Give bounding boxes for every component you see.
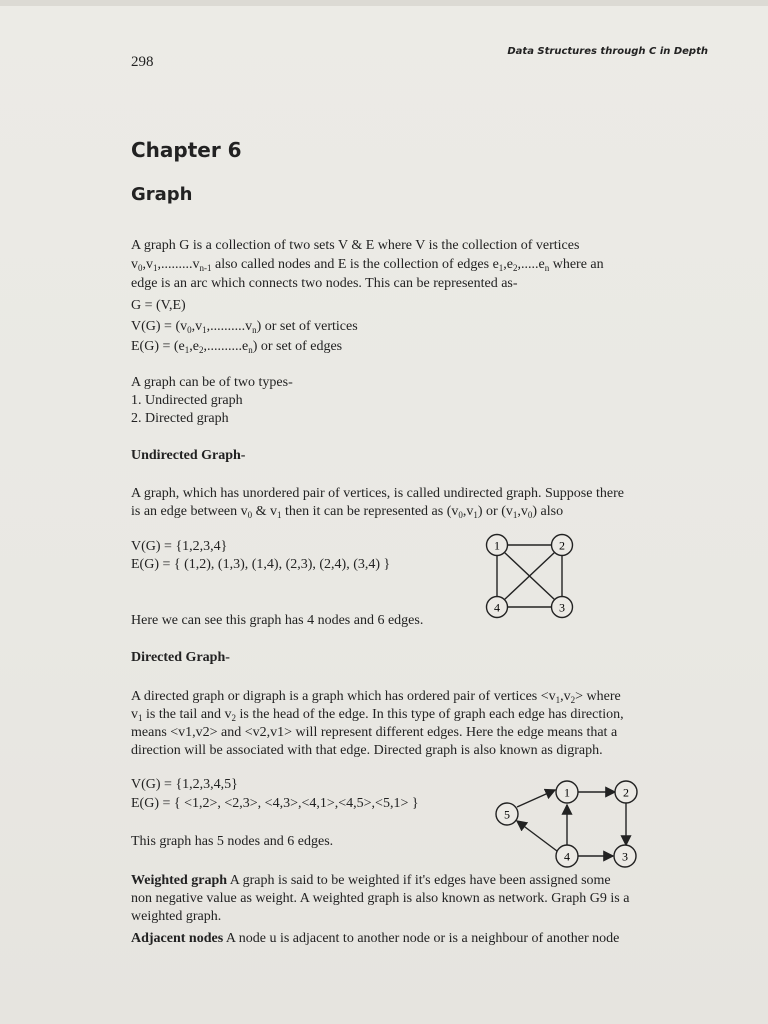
intro-line-1: A graph G is a collection of two sets V & E where V is the collection of vertices xyxy=(131,238,580,253)
edge-5-1 xyxy=(517,790,555,807)
node-4 xyxy=(487,597,508,618)
node-label-1: 1 xyxy=(494,538,500,553)
directed-p4: direction will be associated with that edge. Directed graph is also known as digraph. xyxy=(131,743,603,758)
weighted-line-1: Weighted graph A graph is said to be weighted if it's edges have been assigned some xyxy=(131,873,611,888)
edge-4-5 xyxy=(517,821,557,851)
node-3 xyxy=(614,845,636,867)
page-top-edge xyxy=(0,0,768,6)
node-2 xyxy=(552,535,573,556)
directed-p3: means <v1,v2> and <v2,v1> will represent different edges. Here the edge means that a xyxy=(131,725,618,740)
undirected-vertex-set: V(G) = {1,2,3,4} xyxy=(131,539,228,554)
node-5 xyxy=(496,803,518,825)
intro-line-4: G = (V,E) xyxy=(131,298,186,313)
node-label-3: 3 xyxy=(622,849,628,864)
chapter-heading: Chapter 6 xyxy=(131,138,242,162)
intro-line-5: $V(G) = (v_0,v_1,..........v_n)$ or set of vertices xyxy=(131,319,358,335)
section-title: Graph xyxy=(131,184,193,205)
undirected-graph-diagram xyxy=(480,530,580,630)
directed-graph-diagram xyxy=(488,775,648,875)
node-label-1: 1 xyxy=(564,785,570,800)
node-label-2: 2 xyxy=(623,785,629,800)
node-2 xyxy=(615,781,637,803)
node-label-4: 4 xyxy=(494,600,500,615)
directed-heading: Directed Graph- xyxy=(131,650,230,665)
undirected-p1: A graph, which has unordered pair of vertices, is called undirected graph. Suppose there xyxy=(131,486,624,501)
undirected-heading: Undirected Graph- xyxy=(131,448,246,463)
intro-line-6: $E(G) = (e_1,e_2,..........e_n)$ or set of edges xyxy=(131,339,343,355)
directed-p1: A directed graph or digraph is a graph which has ordered pair of vertices $<v_1,v_2>$ where xyxy=(131,689,621,705)
node-label-4: 4 xyxy=(564,849,570,864)
adjacent-term: Adjacent nodes xyxy=(131,931,224,946)
node-1 xyxy=(556,781,578,803)
intro-line-2: $v_0,v_1,.........v_{n-1}$ also called nodes and E is the collection of edges $e_1,e_2,.....e_n$ where an xyxy=(131,257,604,273)
weighted-term: Weighted graph xyxy=(131,873,228,888)
types-line-3: 2. Directed graph xyxy=(131,411,229,426)
undirected-summary: Here we can see this graph has 4 nodes and 6 edges. xyxy=(131,613,424,628)
directed-summary: This graph has 5 nodes and 6 edges. xyxy=(131,834,334,849)
node-3 xyxy=(552,597,573,618)
directed-edge-set: E(G) = { <1,2>, <2,3>, <4,3>,<4,1>,<4,5>,<5,1> } xyxy=(131,796,419,811)
node-4 xyxy=(556,845,578,867)
types-line-1: A graph can be of two types- xyxy=(131,375,293,390)
node-1 xyxy=(487,535,508,556)
weighted-line-3: weighted graph. xyxy=(131,909,222,924)
weighted-line-2: non negative value as weight. A weighted graph is also known as network. Graph G9 is a xyxy=(131,891,630,906)
running-head: Data Structures through C in Depth xyxy=(507,46,708,57)
page-number: 298 xyxy=(131,54,154,70)
node-label-2: 2 xyxy=(559,538,565,553)
node-label-3: 3 xyxy=(559,600,565,615)
types-line-2: 1. Undirected graph xyxy=(131,393,243,408)
adjacent-line-1: Adjacent nodes A node u is adjacent to another node or is a neighbour of another node xyxy=(131,931,620,946)
intro-line-3: edge is an arc which connects two nodes. This can be represented as- xyxy=(131,276,518,291)
undirected-p2: is an edge between $v_0$ & $v_1$ then it can be represented as $(v_0,v_1)$ or $(v_1,v_0)$ also xyxy=(131,504,564,520)
node-label-5: 5 xyxy=(504,807,510,822)
directed-p2: $v_1$ is the tail and $v_2$ is the head of the edge. In this type of graph each edge has direction, xyxy=(131,707,624,723)
directed-vertex-set: V(G) = {1,2,3,4,5} xyxy=(131,777,238,792)
undirected-edge-set: E(G) = { (1,2), (1,3), (1,4), (2,3), (2,4), (3,4) } xyxy=(131,557,391,572)
